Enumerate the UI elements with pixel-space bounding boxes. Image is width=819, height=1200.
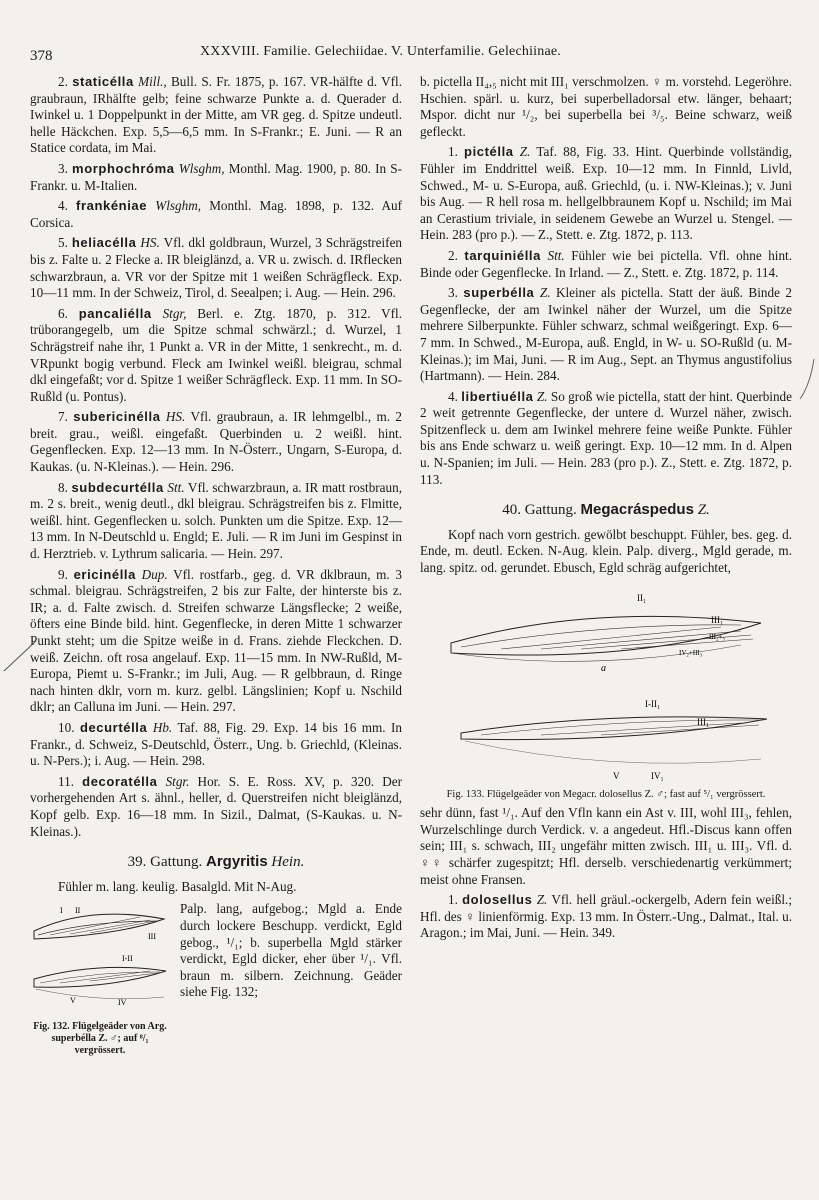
fig133-label-5: a <box>601 662 606 674</box>
species-number: 4. <box>58 198 68 214</box>
genus-39-heading <box>30 854 402 871</box>
fig133-label-7: III₁ <box>697 716 710 727</box>
species-entry <box>30 774 402 840</box>
figure-133-caption: Fig. 133. Flügelgeäder von Megacr. dolosellus Z. ♂; fast auf ⁵/₁ vergrössert. <box>446 789 766 801</box>
species-name: superbélla <box>463 285 535 301</box>
genus-40-intro: Kopf nach vorn gestrich. gewölbt beschuppt. Fühler, bes. geg. d. Ende, m. deutl. Ecken. N-Aug. klein. Palp. diverg., Mgld gerade, m. lang. spitz. od. gerundet. Ebusch, Egld schräg aufgerichtet, <box>420 526 792 576</box>
genus-39-intro: Fühler m. lang. keulig. Basalgld. Mit N-Aug. <box>58 878 297 894</box>
genus-39-author: Hein. <box>271 854 305 871</box>
species-entry <box>30 567 402 716</box>
species-number: 5. <box>58 235 68 251</box>
species-description: Vfl. dkl goldbraun, Wurzel, 3 Schrägstreifen bis z. Falte u. 2 Flecke a. IR bleiglänzd, a. VR u. zwisch. d. IRflecken schwarzbraun, a. VR vor der Spitze mit 1 weißen Schrägfleck. Exp. 10—11 mm. In der Schweiz, Tirol, d. Seealpen; i. Aug. — Hein. 296. <box>30 235 403 301</box>
species-author: Z. <box>536 388 548 404</box>
species-description: Vfl. hell gräul.-ockergelb, Adern fein weißl.; Hfl. des ♀ linienförmig. Exp. 13 mm. In Österr.-Ung., Dalmat., Ital. u. Aragon.; im Mai, Juni. — Hein. 349. <box>420 892 793 941</box>
species-name: dolosellus <box>462 892 533 908</box>
fig133-label-2: III₁ <box>711 614 724 625</box>
species-author: Wlsghm, <box>178 160 225 176</box>
species-name: subericinélla <box>73 409 161 425</box>
species-entry <box>420 144 792 244</box>
species-name: ericinélla <box>73 566 136 582</box>
species-description: Monthl. Mag. 1898, p. 132. Auf Corsica. <box>30 198 402 230</box>
right-column <box>420 74 792 946</box>
fig133-label-1: II₁ <box>637 592 647 603</box>
running-head: XXXVIII. Familie. Gelechiidae. V. Unterfamilie. Gelechiinae. <box>200 44 561 59</box>
pencil-margin-mark-right <box>796 355 818 405</box>
species-number: 1. <box>448 892 458 908</box>
figure-132-caption: Fig. 132. Flügelgeäder von Arg. superbélla Z. ♂; auf ⁸/₁ vergrössert. <box>33 1021 167 1057</box>
species-description: Fühler wie bei pictella. Vfl. ohne hint. Binde oder Gegenflecke. In Irland. — Z., Stett. e. Ztg. 1872, p. 114. <box>420 247 793 280</box>
species-name: tarquiniélla <box>464 247 541 263</box>
figure-132-wing-venation <box>30 901 170 1019</box>
fig132-label-6: IV <box>118 998 127 1008</box>
right-entries <box>420 144 792 488</box>
species-description: Berl. e. Ztg. 1870, p. 312. Vfl. trüborangegelb, um die Spitze schmal schwärzl.; d. Wurzel, 1 Schrägstreif nahe ihr, 1 Punkt a. VR in der Mitte, 1 senkrecht., m. d. VRpunkt bogig verbund. Fleck am Iwinkel weißl. bleigrau, schmal dkl eingefaßt; vor d. Spitze 1 weißer Schrägfleck. Exp. 11 mm. In SO-Rußld (u. Pontus). <box>30 305 403 404</box>
species-author: Dup. <box>141 566 168 582</box>
species-author: Stt. <box>547 247 565 263</box>
species-author: HS. <box>140 235 160 251</box>
species-number: 7. <box>58 409 68 425</box>
species-number: 9. <box>58 566 68 582</box>
species-name: pictélla <box>464 144 514 160</box>
species-entry <box>420 389 792 489</box>
species-name: heliacélla <box>71 235 137 251</box>
species-name: staticélla <box>72 74 134 89</box>
species-number: 3. <box>58 160 68 176</box>
species-author: Stgr, <box>162 305 187 321</box>
species-number: 1. <box>448 144 458 160</box>
left-column <box>30 74 402 1081</box>
fig132-label-2: II <box>75 906 81 916</box>
species-name: decoratélla <box>82 773 158 789</box>
species-author: Z. <box>539 285 551 301</box>
genus-39-name: Argyritis <box>205 853 268 871</box>
species-author: Wlsghm, <box>155 198 202 214</box>
page-number: 378 <box>30 48 53 64</box>
genus-40-after-figure: sehr dünn, fast ¹/₁. Auf den Vfln kann ein Ast v. III, wohl III₃, fehlen, Wurzelschlinge durch Verdick. v. a angedeut. Hfl.-Discus kann offen sein; III₁ s. schwach, III₂ ungefähr mitten zwisch. III₁ u. III₃. Vfl. d. ♀♀ schärfer zugespitzt; Hfl. derselb. verschiedenartig verkümmert; meist ohne Fransen. <box>420 805 792 887</box>
species-number: 8. <box>58 479 68 495</box>
species-author: Hb. <box>152 719 173 735</box>
species-entry <box>30 235 402 301</box>
species-entry <box>30 74 402 157</box>
species-entry <box>30 161 402 194</box>
genus-40-name: Megacráspedus <box>580 501 694 519</box>
fig133-label-6: I-II₁ <box>645 698 661 709</box>
species-description: Vfl. schwarzbraun, a. IR matt rostbraun, m. 2 s. breit., wenig deutl., dkl bleigrau. Schrägstreifen bis z. Flmitte, weißl. hint. Gegenflecken u. solch. Punkten um die Spitze. Exp. 12—13 mm. In N-Deutschld u. Engld; E. Juli. — R im Juni im Gespinst in d. Herztrieb. v. Lythrum salicaria. — Hein. 297. <box>30 479 403 562</box>
species-name: pancaliélla <box>78 305 152 321</box>
genus-40-author: Z. <box>697 502 710 519</box>
right-continuation: b. pictella II₄,₅ nicht mit III₁ verschmolzen. ♀ m. vorstehd. Legeröhre. Hschien. spärl. u. kurz, bei superbelladorsal etw. länger, behaart; Mspor. dicht nur ¹/₂, bei superbella bei ³/₅. Beine schwarz, weiß gefleckt. <box>420 74 792 139</box>
fig133-label-4: IV₂+III₃ <box>679 648 703 657</box>
species-author: Z. <box>519 144 531 160</box>
species-description: Kleiner als pictella. Statt der äuß. Binde 2 Gegenflecke, der am Iwinkel näher der Wurzel, um die Spitze mehrere Silberpunkte. Fühler schwarz, schmal weißgeringt. Exp. 6—7 mm. In Schwed., M-Europa, auß. Engld, in W- u. SO-Rußld (u. M-Kleinas.); im Mai, Juni. — R im Aug., Sept. an Thymus angustifolius (Hartmann). — Hein. 284. <box>420 285 792 384</box>
species-name: decurtélla <box>79 719 148 735</box>
species-name: libertiuélla <box>461 388 534 404</box>
species-entry <box>30 409 402 475</box>
species-name: subdecurtélla <box>71 479 164 495</box>
species-author: Z. <box>536 892 548 908</box>
species-number: 10. <box>58 719 75 735</box>
species-description: Hor. S. E. Ross. XV, p. 320. Der vorhergehenden Art s. ähnl., heller, d. Querstreifen nicht bleiglänzd, Kopf gelb. Exp. 16—18 mm. In Sizil., Dalmat, (S-Kaukas. u. N-Kleinas.). <box>30 773 402 839</box>
species-entry <box>30 306 402 406</box>
species-name: frankéniae <box>76 198 148 214</box>
fig132-label-4: I-II <box>122 954 133 964</box>
species-entry <box>420 248 792 281</box>
species-number: 4. <box>448 388 458 404</box>
genus-39-intro-side: Palp. lang, aufgebog.; Mgld a. Ende durch lockere Beschupp. verdickt, Egld gebog., ¹/₁; b. superbella Mgld stärker verdickt, Egld dicker, eher über ¹/₁. Vfl. braun m. silbern. Zeichnung. Geäder siehe Fig. 132; <box>180 901 402 1000</box>
species-description: Bull. S. Fr. 1875, p. 167. VR-hälfte d. Vfl. graubraun, IRhälfte gelb; feine schwarze Punkte a. d. Querader d. Iwinkel u. 1 Doppelpunkt in der Mitte, am VR geg. d. Spitze undeutl. helle Häckchen. Exp. 5,5—6,5 mm. In S-Frankr.; E. Juni. — R an Statice cordata, im Mai. <box>30 74 402 156</box>
species-author: Stt. <box>167 479 185 495</box>
species-entry <box>420 892 792 942</box>
pencil-margin-mark <box>0 635 40 675</box>
species-entry <box>30 198 402 231</box>
genus-39-prefix: 39. Gattung. <box>127 854 203 871</box>
species-description: Monthl. Mag. 1900, p. 80. In S-Frankr. u. M-Italien. <box>30 160 402 193</box>
species-entry <box>30 720 402 770</box>
genus-40-entries <box>420 892 792 942</box>
species-author: Mill., <box>138 74 167 89</box>
fig132-label-3: III <box>148 932 156 942</box>
species-number: 2. <box>58 74 68 89</box>
species-entry <box>30 480 402 563</box>
fig133-label-9: IV₁ <box>651 770 664 781</box>
species-number: 11. <box>58 773 74 789</box>
species-description: Taf. 88, Fig. 33. Hint. Querbinde vollständig, Fühler im Enddrittel weiß. Exp. 10—12 mm. In Finnld, Livld, Schwed., M- u. S-Europa, auß. Griechld, (u. i. NW-Kleinas.); v. Juni bis Aug. — R hell rosa m. hellgelbbraunem Kopf u. Nschild; im Mai an Cerastium triviale, in seidenem Gewebe an Wurzel u. Stengel. — Hein. 283 (pro p.). — Z., Stett. e. Ztg. 1872, p. 113. <box>420 144 793 243</box>
species-description: So groß wie pictella, statt der hint. Querbinde 2 weit getrennte Gegenflecke, der untere d. Wurzel näher, zwisch. Spitzenfleck u. dem am Iwinkel mehrere feine weiße Punkte. Fühler bis ans Ende schwarz u. weiß geringt. Exp. 10—12 mm. In d. Alpen u. N-Spanien; im Juli. — Hein. 283 (pro p.). Z., Stett. e. Ztg. 1872, p. 113. <box>420 388 793 487</box>
species-author: HS. <box>165 409 186 425</box>
fig132-label-1: I <box>60 906 63 916</box>
fig132-label-5: V <box>70 996 76 1006</box>
species-description: Vfl. rostfarb., geg. d. VR dklbraun, m. 3 schmal. bleigrau. Schrägstreifen, 2 bis zur Falte, der hinterste bis z. IR; a. d. Falte zwisch. d. Streifen schwarze Längsflecke; 2 weiße, öfters eine Binde bild. hint. Gegenflecke, in deren Mitte 1 schwarzer Punkt steht; um die Spitze weiße in d. Frans. ziehde Fleckchen. D. weiß. Zeichn. oft rosa angelauf. Exp. 11—15 mm. In NW-Rußld, M-Europa, Piemt u. S-Frankr.; im Juli, Aug. — R gelbbraun, d. Ringe nach hinten dklr, vorn m. kurz. gelbl. Längslinien; Kopf u. Nschild dklr; an Calluna im Juni. — Hein. 297. <box>30 566 403 715</box>
figure-133-wing-venation <box>441 583 771 783</box>
fig133-label-8: V <box>613 770 620 781</box>
left-entries <box>30 74 402 840</box>
genus-40-heading <box>420 502 792 519</box>
species-description: Taf. 88, Fig. 29. Exp. 14 bis 16 mm. In Frankr., d. Schweiz, S-Deutschld, Österr., Ung. b. Griechld, (Kleinas. u. N-Pers.); i. Aug. — Hein. 298. <box>30 719 403 769</box>
figure-133-block <box>420 583 792 802</box>
fig133-label-3: III₂+₃ <box>709 632 725 641</box>
species-number: 2. <box>448 247 458 263</box>
species-name: morphochróma <box>72 160 175 176</box>
figure-132-block <box>30 901 402 1081</box>
species-entry <box>420 285 792 385</box>
genus-40-prefix: 40. Gattung. <box>502 502 577 519</box>
species-number: 3. <box>448 285 458 301</box>
species-description: Vfl. graubraun, a. IR lehmgelbl., m. 2 breit. grau., weißl. eingefaßt. Querbinden u. 2 weißl. hint. Gegenflecken. Exp. 12—13 mm. In N-Österr., Ungarn, S-Europa, d. Kaukas. (u. N-Kleinas.). — Hein. 296. <box>30 409 403 475</box>
species-number: 6. <box>58 305 68 321</box>
species-author: Stgr. <box>165 773 190 789</box>
